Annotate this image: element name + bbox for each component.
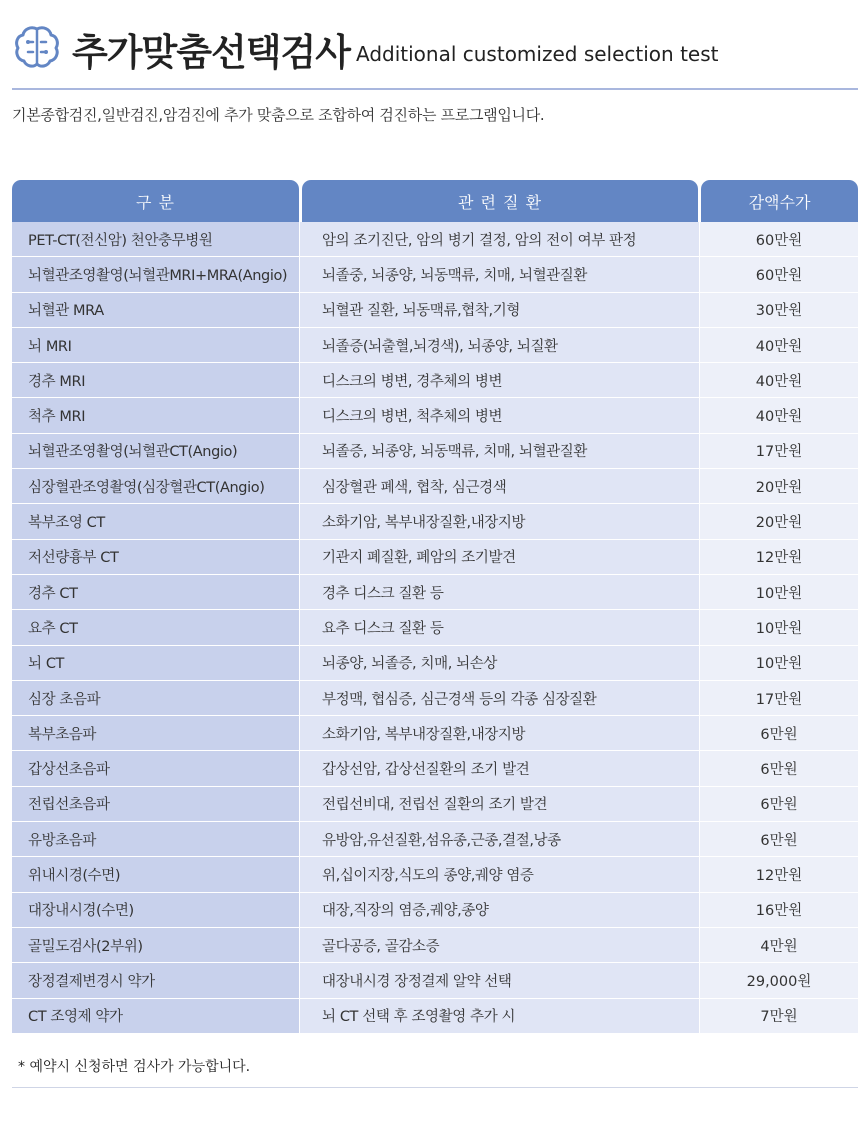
price-cell: 17만원 [700,434,858,468]
footer-divider [12,1087,858,1088]
price-cell: 4만원 [700,928,858,962]
price-cell: 10만원 [700,575,858,609]
exam-name-cell: 요추 CT [12,610,300,644]
table-row [12,504,858,539]
table-row [12,928,858,963]
table-row [12,434,858,469]
price-cell: 40만원 [700,363,858,397]
exam-name-cell: 복부조영 CT [12,504,300,538]
related-disease-cell: 기관지 폐질환, 폐암의 조기발견 [300,540,700,574]
brain-icon [12,22,62,72]
related-disease-cell: 뇌졸증(뇌출혈,뇌경색), 뇌종양, 뇌질환 [300,328,700,362]
exam-name-cell: 경추 MRI [12,363,300,397]
price-cell: 12만원 [700,857,858,891]
table-header [12,180,858,222]
page-title: 추가맞춤선택검사 [72,31,350,74]
header-price: 감액수가 [701,180,858,222]
related-disease-cell: 뇌졸중, 뇌종양, 뇌동맥류, 치매, 뇌혈관질환 [300,257,700,291]
table-row [12,646,858,681]
header-divider [12,88,858,90]
table-row [12,540,858,575]
exam-name-cell: 대장내시경(수면) [12,893,300,927]
price-cell: 30만원 [700,293,858,327]
table-row [12,857,858,892]
table-row [12,398,858,433]
price-cell: 60만원 [700,257,858,291]
exam-name-cell: 장정결제변경시 약가 [12,963,300,997]
related-disease-cell: 심장혈관 폐색, 협착, 심근경색 [300,469,700,503]
price-cell: 10만원 [700,646,858,680]
related-disease-cell: 소화기암, 복부내장질환,내장지방 [300,716,700,750]
table-row [12,610,858,645]
related-disease-cell: 유방암,유선질환,섬유종,근종,결절,낭종 [300,822,700,856]
price-cell: 20만원 [700,469,858,503]
page-subtitle: Additional customized selection test [356,42,719,66]
table-row [12,363,858,398]
table-row [12,893,858,928]
exam-name-cell: CT 조영제 약가 [12,999,300,1033]
price-cell: 40만원 [700,398,858,432]
exam-name-cell: 복부초음파 [12,716,300,750]
exam-name-cell: 위내시경(수면) [12,857,300,891]
price-cell: 10만원 [700,610,858,644]
price-cell: 6만원 [700,751,858,785]
exam-name-cell: 뇌혈관 MRA [12,293,300,327]
related-disease-cell: 요추 디스크 질환 등 [300,610,700,644]
price-cell: 12만원 [700,540,858,574]
price-cell: 6만원 [700,787,858,821]
related-disease-cell: 갑상선암, 갑상선질환의 조기 발견 [300,751,700,785]
related-disease-cell: 뇌혈관 질환, 뇌동맥류,협착,기형 [300,293,700,327]
exam-name-cell: 심장혈관조영촬영(심장혈관CT(Angio) [12,469,300,503]
intro-text: 기본종합검진,일반검진,암검진에 추가 맞춤으로 조합하여 검진하는 프로그램입니다. [12,106,545,124]
exam-name-cell: 경추 CT [12,575,300,609]
table-body [12,222,858,1034]
table-row [12,469,858,504]
related-disease-cell: 소화기암, 복부내장질환,내장지방 [300,504,700,538]
header-category: 구 분 [12,180,299,222]
related-disease-cell: 디스크의 병변, 척추체의 병변 [300,398,700,432]
related-disease-cell: 대장내시경 장정결제 알약 선택 [300,963,700,997]
table-row [12,293,858,328]
price-cell: 6만원 [700,822,858,856]
price-cell: 16만원 [700,893,858,927]
price-cell: 6만원 [700,716,858,750]
exam-name-cell: 심장 초음파 [12,681,300,715]
price-cell: 60만원 [700,222,858,256]
footnote: * 예약시 신청하면 검사가 가능합니다. [18,1059,251,1075]
table-row [12,257,858,292]
table-row [12,822,858,857]
exam-name-cell: 뇌 CT [12,646,300,680]
price-cell: 29,000원 [700,963,858,997]
table-row [12,999,858,1034]
exam-name-cell: 갑상선초음파 [12,751,300,785]
exam-name-cell: 전립선초음파 [12,787,300,821]
page-header [12,18,858,90]
exam-name-cell: 뇌혈관조영촬영(뇌혈관MRI+MRA(Angio) [12,257,300,291]
header-related-disease: 관 련 질 환 [302,180,698,222]
table-row [12,575,858,610]
exam-name-cell: 척추 MRI [12,398,300,432]
price-cell: 7만원 [700,999,858,1033]
related-disease-cell: 부정맥, 협심증, 심근경색 등의 각종 심장질환 [300,681,700,715]
exam-price-table [12,180,858,1034]
price-cell: 17만원 [700,681,858,715]
exam-name-cell: 뇌 MRI [12,328,300,362]
related-disease-cell: 경추 디스크 질환 등 [300,575,700,609]
table-row [12,222,858,257]
related-disease-cell: 뇌종양, 뇌졸증, 치매, 뇌손상 [300,646,700,680]
related-disease-cell: 암의 조기진단, 암의 병기 결정, 암의 전이 여부 판정 [300,222,700,256]
table-row [12,963,858,998]
exam-name-cell: 저선량흉부 CT [12,540,300,574]
exam-name-cell: 골밀도검사(2부위) [12,928,300,962]
table-row [12,328,858,363]
exam-name-cell: PET-CT(전신암) 천안충무병원 [12,222,300,256]
exam-name-cell: 유방초음파 [12,822,300,856]
related-disease-cell: 위,십이지장,식도의 종양,궤양 염증 [300,857,700,891]
table-row [12,751,858,786]
exam-name-cell: 뇌혈관조영촬영(뇌혈관CT(Angio) [12,434,300,468]
related-disease-cell: 골다공증, 골감소증 [300,928,700,962]
related-disease-cell: 대장,직장의 염증,궤양,종양 [300,893,700,927]
table-row [12,716,858,751]
related-disease-cell: 전립선비대, 전립선 질환의 조기 발견 [300,787,700,821]
price-cell: 40만원 [700,328,858,362]
price-cell: 20만원 [700,504,858,538]
table-row [12,681,858,716]
table-row [12,787,858,822]
related-disease-cell: 뇌졸증, 뇌종양, 뇌동맥류, 치매, 뇌혈관질환 [300,434,700,468]
related-disease-cell: 디스크의 병변, 경추체의 병변 [300,363,700,397]
related-disease-cell: 뇌 CT 선택 후 조영촬영 추가 시 [300,999,700,1033]
